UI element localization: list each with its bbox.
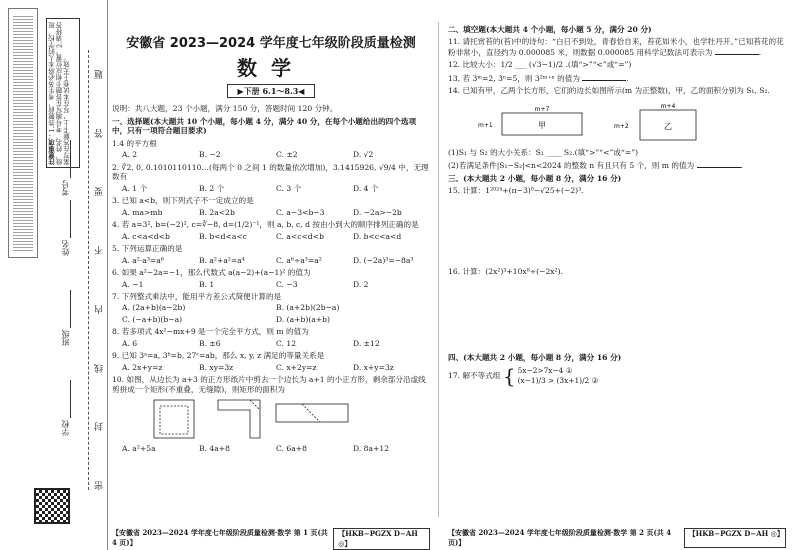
option-b[interactable]: B. ±6 bbox=[199, 338, 221, 348]
field-class-line[interactable] bbox=[70, 290, 71, 328]
option-d[interactable]: D. ±12 bbox=[353, 338, 380, 348]
qr-code-icon bbox=[34, 488, 70, 524]
option-b[interactable]: B. 4a+8 bbox=[199, 444, 230, 454]
field-name-label: 姓名 bbox=[61, 240, 70, 256]
page-2 bbox=[448, 22, 786, 386]
question-17 bbox=[448, 363, 786, 388]
answer-space-15[interactable] bbox=[448, 196, 786, 264]
question-16: 16. 计算：(2x²)³+10x⁸÷(−2x²). bbox=[448, 266, 563, 276]
q14-figure bbox=[478, 102, 786, 142]
footer-code: 【HKB−PGZX D−AH ◎】 bbox=[333, 528, 430, 550]
field-id-line[interactable] bbox=[70, 140, 71, 178]
seal-line-words bbox=[93, 70, 106, 490]
option-a[interactable]: A. (2a+b)(a−2b) bbox=[122, 303, 186, 313]
inequality-1: 5x−2>7x−4 ① bbox=[517, 365, 573, 375]
option-b[interactable]: B. 2 个 bbox=[199, 183, 225, 193]
option-c[interactable]: C. a−3<b−3 bbox=[276, 207, 325, 217]
page-1 bbox=[112, 22, 430, 454]
options bbox=[112, 339, 430, 348]
section-2-heading: 二、填空题(本大题共 4 个小题，每小题 5 分，满分 20 分) bbox=[448, 25, 652, 34]
option-d[interactable]: D. (a+b)(a+b) bbox=[276, 314, 330, 324]
question-10 bbox=[112, 375, 430, 453]
exam-intro: 说明：共八大题，23 个小题，满分 150 分，答题时间 120 分钟。 bbox=[112, 104, 338, 114]
rect-yi-side: m+2 bbox=[614, 122, 629, 130]
question-stem: 7. 下列整式乘法中，能用平方差公式简便计算的是 bbox=[112, 292, 282, 301]
question-stem: 9. 已知 3ᵃ=a, 3ᵇ=b, 27ᶜ=ab，那么 x, y, z 满足的等量关系是 bbox=[112, 351, 325, 361]
options bbox=[112, 444, 430, 453]
question-6 bbox=[112, 268, 430, 289]
answer-blank[interactable] bbox=[582, 73, 626, 81]
seal-word: 封 bbox=[95, 422, 105, 432]
option-d[interactable]: D. x+y=3z bbox=[353, 362, 394, 372]
answer-blank[interactable] bbox=[715, 47, 759, 55]
field-school-label: 学校 bbox=[61, 420, 70, 436]
field-id-label: 考号 bbox=[61, 180, 70, 196]
seal-word: 内 bbox=[95, 304, 105, 314]
question-stem: 4. 若 a=3², b=(−2)², c=∛−8, d=(1/2)⁻¹，则 a, b, c, d 按由小到大的顺序排列正确的是 bbox=[112, 220, 419, 230]
section-3-heading: 三、(本大题共 2 小题，每小题 8 分，满分 16 分) bbox=[448, 173, 622, 183]
question-3 bbox=[112, 196, 430, 217]
seal-word: 题 bbox=[95, 70, 105, 79]
options bbox=[112, 150, 430, 159]
option-d[interactable]: D. 4 个 bbox=[353, 183, 379, 193]
page-divider bbox=[438, 22, 439, 517]
option-c[interactable]: C. −3 bbox=[276, 279, 298, 289]
field-class-label: 班级 bbox=[61, 330, 70, 346]
footer-page-1 bbox=[112, 528, 430, 550]
option-a[interactable]: A. a²·a³=a⁶ bbox=[122, 255, 164, 265]
question-stem: 6. 如果 a²−2a=−1，那么代数式 a(a−2)+(a−1)² 的值为 bbox=[112, 268, 311, 278]
question-9 bbox=[112, 351, 430, 372]
field-name-line[interactable] bbox=[70, 200, 71, 238]
option-b[interactable]: B. −2 bbox=[199, 150, 221, 160]
option-b[interactable]: B. xy=3z bbox=[199, 362, 234, 372]
question-stem: (2)若满足条件|S₁−S₂|<n<2024 的整数 n 有且只有 5 个，则 m 的值为 bbox=[448, 161, 695, 171]
footer-text: 【安徽省 2023—2024 学年度七年级阶段质量检测·数学 第 2 页(共 4 页)】 bbox=[448, 528, 672, 547]
binding-margin bbox=[0, 0, 108, 550]
question-14: 14. 已知有甲，乙两个长方形，它们的边长如图所示(m 为正整数)，甲，乙的面积分别为 S₁, S₂. bbox=[448, 86, 770, 96]
seal-word: 线 bbox=[95, 363, 105, 373]
rectangle-figure bbox=[274, 398, 350, 428]
inequality-2: (x−1)/3 > (3x+1)/2 ② bbox=[517, 375, 599, 385]
question-5 bbox=[112, 244, 430, 265]
question-1 bbox=[112, 139, 430, 160]
option-c[interactable]: C. a<c<d<b bbox=[276, 231, 324, 241]
question-stem: 1.4 的平方根 bbox=[112, 138, 157, 148]
question-8 bbox=[112, 327, 430, 348]
question-13: 13. 若 3ᵐ=2, 3ⁿ=5，则 3²ᵐ⁺ⁿ 的值为 . bbox=[448, 73, 629, 83]
option-d[interactable]: D. √2 bbox=[353, 150, 374, 160]
option-c[interactable]: C. 6a+8 bbox=[276, 444, 307, 454]
seal-word: 不 bbox=[95, 246, 105, 256]
option-b[interactable]: B. b<d<a<c bbox=[199, 231, 247, 241]
question-stem: 3. 已知 a<b，则下列式子不一定成立的是 bbox=[112, 196, 254, 206]
options bbox=[112, 184, 430, 193]
footer-text: 【安徽省 2023—2024 学年度七年级阶段质量检测·数学 第 1 页(共 4 页)】 bbox=[112, 528, 328, 547]
options bbox=[112, 256, 430, 265]
option-c[interactable]: C. x+2y=z bbox=[276, 362, 317, 372]
footer-page-2 bbox=[448, 528, 786, 548]
rectangle-yi-figure bbox=[614, 102, 704, 142]
exam-title: 安徽省 2023—2024 学年度七年级阶段质量检测 bbox=[126, 36, 416, 51]
option-a[interactable]: A. c<a<d<b bbox=[122, 231, 170, 241]
inequality-system bbox=[502, 363, 599, 388]
question-12: 12. 比较大小：1/2 ___ (√3−1)/2 .(填“>”“<”或“=”) bbox=[448, 60, 632, 70]
question-14-part-1: (1)S₁ 与 S₂ 的大小关系：S₁ ____ S₂.(填“>”“<”或“=”) bbox=[448, 147, 639, 157]
answer-space-16[interactable] bbox=[448, 276, 786, 350]
question-stem: 13. 若 3ᵐ=2, 3ⁿ=5，则 3²ᵐ⁺ⁿ 的值为 bbox=[448, 73, 580, 83]
question-4 bbox=[112, 220, 430, 241]
question-11: 11. 请托赏苔的(苔)中的诗句：“白日不到处，青春恰自来，苔花如米小，也学牡丹开。”已知苔花的花粉非常小，直径约为 0.000085 米，则数据 0.000085 用科学记数法可表示为 . bbox=[448, 37, 784, 57]
rect-jia-top: m+7 bbox=[534, 105, 550, 113]
options bbox=[112, 303, 430, 324]
option-d[interactable]: D. 8a+12 bbox=[353, 444, 390, 454]
option-b[interactable]: B. (a+2b)(2b−a) bbox=[276, 303, 340, 313]
rect-yi-top: m+4 bbox=[660, 102, 676, 110]
option-a[interactable]: A. ma>mb bbox=[122, 207, 163, 217]
notice-title: 注意事项： bbox=[48, 132, 56, 165]
option-d[interactable]: D. −2a>−2b bbox=[353, 207, 402, 217]
option-c[interactable]: C. ±2 bbox=[276, 150, 298, 160]
option-a[interactable]: A. a²+5a bbox=[122, 444, 156, 454]
options bbox=[112, 208, 430, 217]
seal-word: 答 bbox=[95, 128, 105, 138]
question-7 bbox=[112, 292, 430, 324]
seal-word: 要 bbox=[95, 187, 105, 197]
option-a[interactable]: A. 1 个 bbox=[122, 183, 148, 193]
barcode-icon bbox=[13, 15, 33, 251]
section-1-heading: 一、选择题(本大题共 10 个小题，每小题 4 分，满分 40 分，在每个小题给出的四个选项中，只有一项符合题目要求) bbox=[112, 116, 417, 136]
square-cut-figure bbox=[152, 398, 208, 440]
option-c[interactable]: C. a⁶÷a³=a² bbox=[276, 255, 322, 265]
barcode-area bbox=[8, 8, 38, 258]
option-d[interactable]: D. (−2a)³=−8a³ bbox=[353, 255, 414, 265]
question-14-part-2: (2)若满足条件|S₁−S₂|<n<2024 的整数 n 有且只有 5 个，则 m 的值为 . bbox=[448, 161, 744, 171]
notice-body: 1.答题前，考生务必将本人的学校、班级、姓名、考号填写在答题卡相应位置。2.请将答案写在答题卡上，写在本试卷上无效。 bbox=[48, 22, 71, 165]
notice-box bbox=[46, 18, 80, 168]
l-shape-figure bbox=[216, 398, 266, 440]
option-a[interactable]: A. 6 bbox=[122, 338, 138, 348]
answer-blank[interactable] bbox=[697, 160, 741, 168]
option-d[interactable]: D. 2 bbox=[353, 279, 369, 289]
brace-icon: { bbox=[502, 363, 516, 388]
rect-jia-side: m+1 bbox=[478, 121, 493, 129]
options bbox=[112, 280, 430, 289]
question-stem: 17. 解不等式组 bbox=[448, 370, 501, 380]
option-b[interactable]: B. 2a<2b bbox=[199, 207, 235, 217]
question-stem: 11. 请托赏苔的(苔)中的诗句：“白日不到处，青春恰自来，苔花如米小，也学牡丹开。”已知苔花的花粉非常小，直径约为 0.000085 米，则数据 0.000085 用科学记数法可表示为 bbox=[448, 37, 784, 57]
option-d[interactable]: D. b<c<a<d bbox=[353, 231, 402, 241]
question-stem: 8. 若多项式 4x²−mx+9 是一个完全平方式，则 m 的值为 bbox=[112, 327, 309, 337]
field-school-line[interactable] bbox=[70, 380, 71, 418]
question-15: 15. 计算：1²⁰²⁴+(π−3)⁰−√25+(−2)³. bbox=[448, 186, 584, 196]
notice-text bbox=[49, 21, 71, 165]
section-4-heading: 四、(本大题共 2 小题，每小题 8 分，满分 16 分) bbox=[448, 353, 622, 363]
option-a[interactable]: A. −1 bbox=[122, 279, 144, 289]
footer-code: 【HKB−PGZX D−AH ◎】 bbox=[684, 528, 786, 548]
options bbox=[112, 232, 430, 241]
seal-dash-line bbox=[88, 50, 89, 490]
q10-figures bbox=[112, 398, 430, 440]
option-b[interactable]: B. 1 bbox=[199, 279, 215, 289]
question-2 bbox=[112, 163, 430, 193]
scope-badge: ▶下册 6.1～8.3◀ bbox=[227, 84, 316, 98]
option-a[interactable]: A. 2x+y=z bbox=[122, 362, 163, 372]
question-stem: 2. ∛2, 0, 0.1010110110…(每两个 0 之间 1 的数量依次增加)，3.1415926, √9/4 中，无理数有 bbox=[112, 162, 429, 182]
option-c[interactable]: C. (−a+b)(b−a) bbox=[122, 314, 183, 324]
rect-yi-label: 乙 bbox=[664, 121, 672, 131]
question-stem: 10. 如图，从边长为 a+3 的正方形纸片中剪去一个边长为 a+1 的小正方形，剩余部分沿虚线剪拼成一个矩形(不重叠，无缝隙)，则矩形的面积为 bbox=[112, 375, 426, 394]
option-c[interactable]: C. 3 个 bbox=[276, 183, 302, 193]
options bbox=[112, 363, 430, 372]
rectangle-jia-figure bbox=[478, 105, 588, 139]
question-stem: 5. 下列运算正确的是 bbox=[112, 244, 183, 254]
rect-jia-label: 甲 bbox=[538, 120, 546, 130]
option-c[interactable]: C. 12 bbox=[276, 338, 297, 348]
seal-word: 密 bbox=[95, 480, 105, 490]
subject-title: 数学 bbox=[237, 56, 305, 81]
option-b[interactable]: B. a²+a²=a⁴ bbox=[199, 255, 245, 265]
option-a[interactable]: A. 2 bbox=[122, 150, 138, 160]
